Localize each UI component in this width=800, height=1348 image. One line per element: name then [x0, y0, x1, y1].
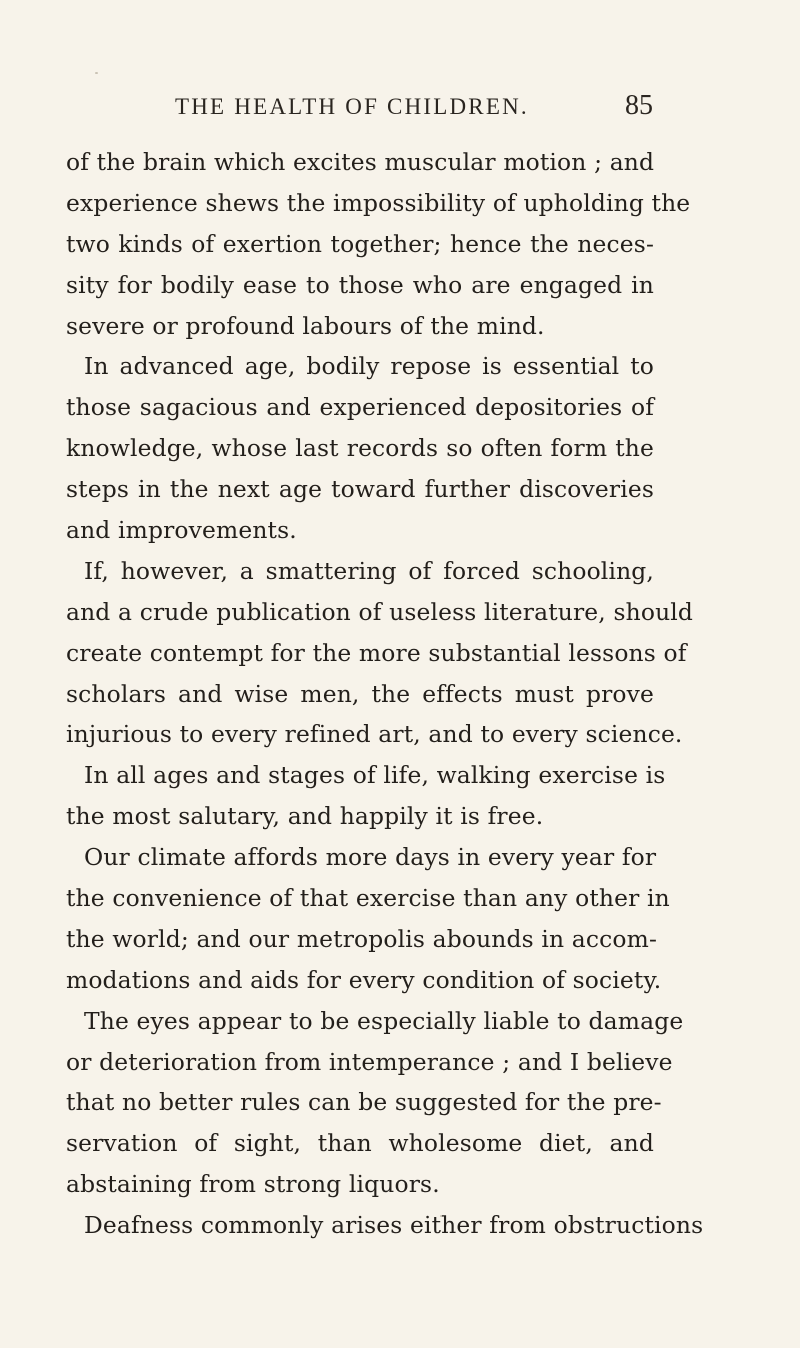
text-line: abstaining from strong liquors.	[66, 1170, 440, 1199]
text-line: the convenience of that exercise than any other in	[66, 884, 670, 913]
text-line: injurious to every refined art, and to every science.	[66, 720, 683, 749]
paragraph-first-line: Deafness commonly arises either from obstructions	[84, 1211, 704, 1240]
body-text	[66, 142, 704, 1246]
paragraph-first-line: In all ages and stages of life, walking exercise is	[84, 761, 666, 790]
text-line: modations and aids for every condition of society.	[66, 965, 662, 994]
running-title: THE HEALTH OF CHILDREN.	[175, 94, 529, 119]
text-line: of the brain which excites muscular motion ; and	[66, 148, 655, 176]
paragraph-first-line: The eyes appear to be especially liable to damage	[84, 1006, 684, 1035]
text-line: and a crude publication of useless literature, should	[66, 597, 694, 626]
paragraph-first-line: If, however, a smattering of forced schooling,	[84, 556, 654, 585]
text-line: the most salutary, and happily it is free.	[66, 802, 544, 831]
text-line: experience shews the impossibility of upholding the	[66, 188, 691, 217]
text-line: servation of sight, than wholesome diet, and	[66, 1129, 654, 1158]
text-line: the world; and our metropolis abounds in accom-	[66, 924, 658, 953]
text-line: or deterioration from intemperance ; and I believe	[66, 1047, 673, 1076]
text-line: that no better rules can be suggested for the pre-	[66, 1088, 662, 1117]
text-line: those sagacious and experienced depositories of	[66, 393, 654, 422]
page-number: 85	[625, 90, 653, 121]
text-line: and improvements.	[66, 516, 297, 545]
text-line: knowledge, whose last records so often form the	[66, 434, 654, 463]
paragraph-first-line: Our climate affords more days in every year for	[84, 843, 657, 872]
text-line: scholars and wise men, the effects must prove	[66, 679, 654, 708]
text-line: severe or profound labours of the mind.	[66, 311, 545, 340]
text-line: create contempt for the more substantial lessons of	[66, 638, 687, 667]
text-line: two kinds of exertion together; hence the neces-	[66, 229, 654, 258]
text-line: sity for bodily ease to those who are engaged in	[66, 270, 654, 299]
paper-speck	[95, 72, 98, 74]
text-line: steps in the next age toward further discoveries	[66, 475, 654, 504]
paragraph-first-line: In advanced age, bodily repose is essential to	[84, 352, 654, 381]
